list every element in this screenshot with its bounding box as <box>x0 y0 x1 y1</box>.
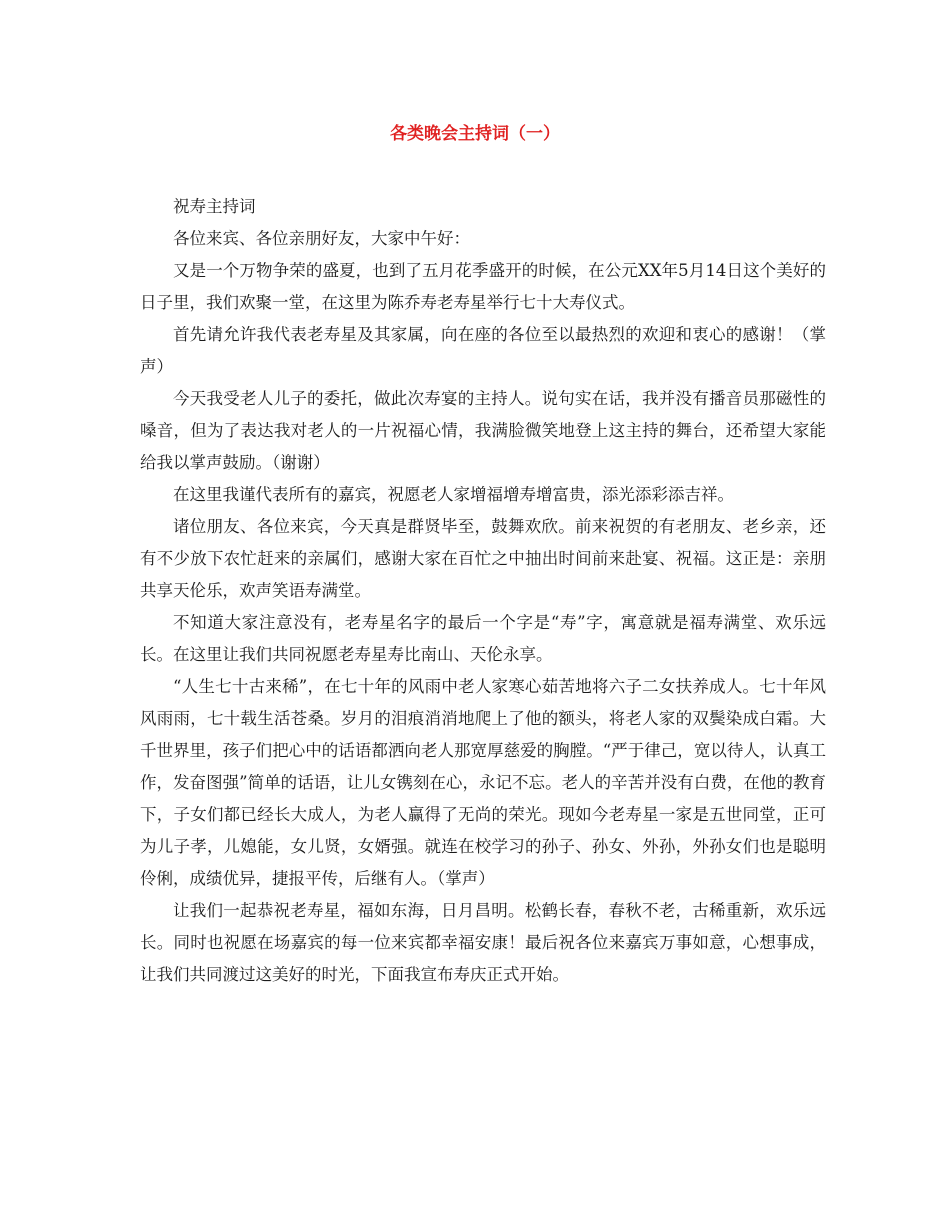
body-paragraph: “人生七十古来稀”，在七十年的风雨中老人家寒心茹苦地将六子二女扶养成人。七十年风风雨雨，七十载生活苍桑。岁月的泪痕消消地爬上了他的额头，将老人家的双鬓染成白霜。大千世界里，孩子们把心中的话语都洒向老人那宽厚慈爱的胸膛。“严于律己，宽以待人，认真工作，发奋图强”简单的话语，让儿女镌刻在心，永记不忘。老人的辛苦并没有白费，在他的教育下，子女们都已经长大成人，为老人赢得了无尚的荣光。现如今老寿星一家是五世同堂，正可为儿子孝，儿媳能，女儿贤，女婿强。就连在校学习的孙子、孙女、外孙，外孙女们也是聪明伶俐，成绩优异，捷报平传，后继有人。（掌声） <box>140 677 826 888</box>
body-paragraph: 让我们一起恭祝老寿星，福如东海，日月昌明。松鹤长春，春秋不老，古稀重新，欢乐远长。同时也祝愿在场嘉宾的每一位来宾都幸福安康！最后祝各位来嘉宾万事如意，心想事成，让我们共同渡过这美好的时光，下面我宣布寿庆正式开始。 <box>140 901 826 984</box>
body-paragraph: 首先请允许我代表老寿星及其家属，向在座的各位至以最热烈的欢迎和衷心的感谢！（掌声） <box>140 325 826 376</box>
body-paragraph: 在这里我谨代表所有的嘉宾，祝愿老人家增福增寿增富贵，添光添彩添吉祥。 <box>173 485 734 504</box>
section-heading: 祝寿主持词 <box>173 197 256 216</box>
body-paragraph: 诸位朋友、各位来宾，今天真是群贤毕至，鼓舞欢欣。前来祝贺的有老朋友、老乡亲，还有不少放下农忙赶来的亲属们，感谢大家在百忙之中抽出时间前来赴宴、祝福。这正是：亲朋共享天伦乐，欢声笑语寿满堂。 <box>140 517 826 600</box>
document-body <box>140 191 826 991</box>
document-title: 各类晚会主持词（一） <box>390 124 560 144</box>
body-paragraph: 又是一个万物争荣的盛夏，也到了五月花季盛开的时候，在公元XX年5月14日这个美好的日子里，我们欢聚一堂，在这里为陈乔寿老寿星举行七十大寿仪式。 <box>140 261 826 312</box>
body-paragraph: 不知道大家注意没有，老寿星名字的最后一个字是“寿”字，寓意就是福寿满堂、欢乐远长。在这里让我们共同祝愿老寿星寿比南山、天伦永享。 <box>140 613 826 664</box>
greeting-paragraph: 各位来宾、各位亲朋好友，大家中午好： <box>173 229 470 248</box>
body-paragraph: 今天我受老人儿子的委托，做此次寿宴的主持人。说句实在话，我并没有播音员那磁性的嗓音，但为了表达我对老人的一片祝福心情，我满脸微笑地登上这主持的舞台，还希望大家能给我以掌声鼓励。（谢谢） <box>140 389 826 472</box>
